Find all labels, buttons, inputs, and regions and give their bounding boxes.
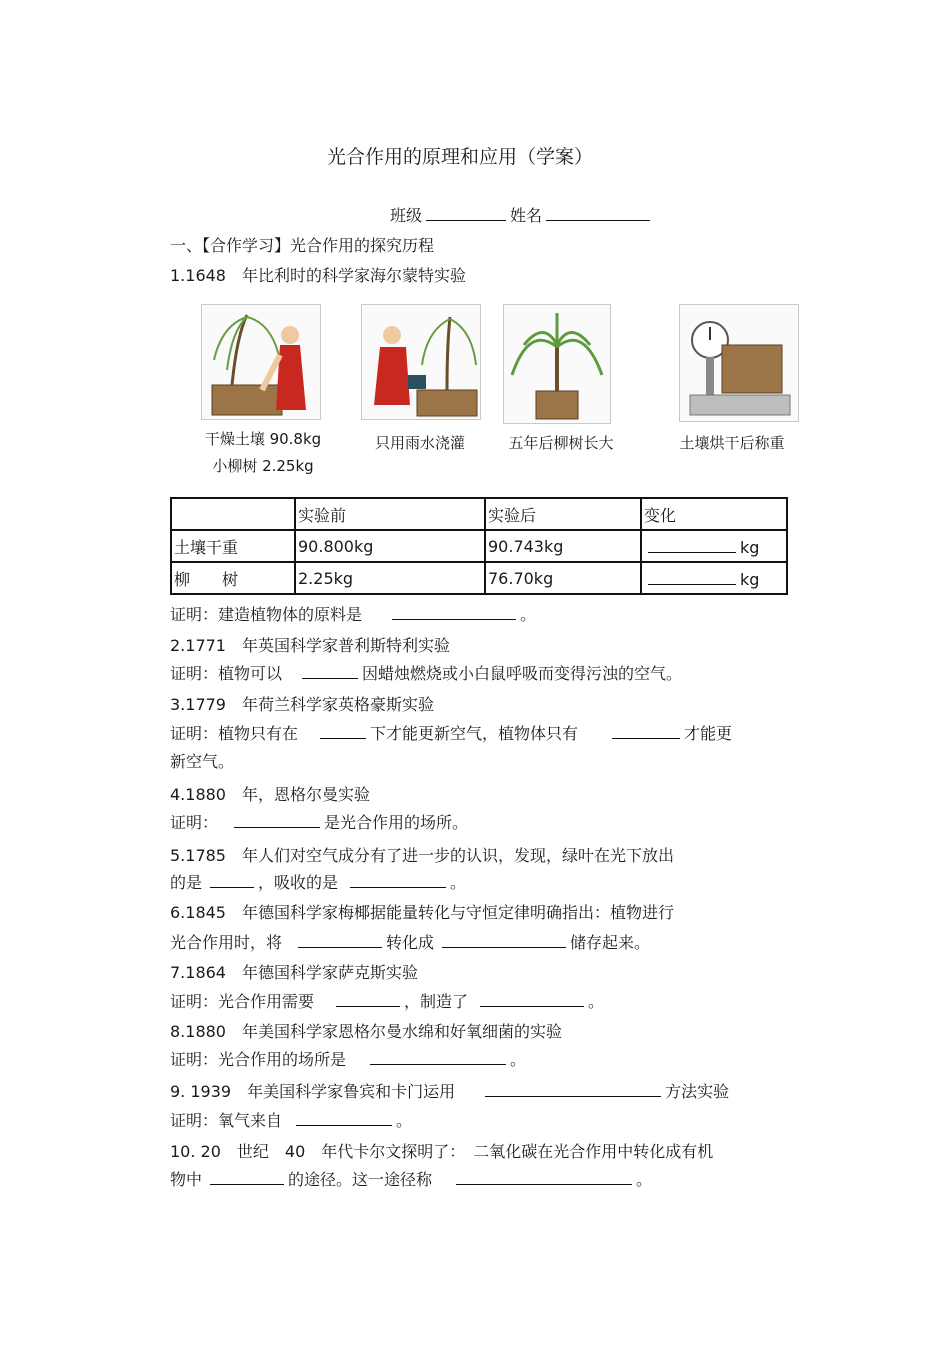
illustration-watering: [361, 304, 481, 420]
proof-text: 储存起来。: [570, 933, 651, 952]
answer-blank[interactable]: [480, 990, 584, 1007]
proof-text: 证明：氧气来自: [170, 1111, 283, 1130]
q10-line1: 10. 20 世纪 40 年代卡尔文探明了： 二氧化碳在光合作用中转化成有机: [170, 1142, 714, 1161]
caption-five-years: 五年后柳树长大: [508, 434, 614, 452]
q6-line1: 6.1845 年德国科学家梅椰据能量转化与守恒定律明确指出：植物进行: [170, 903, 674, 922]
caption-small-willow: 小柳树 2.25kg: [212, 457, 314, 475]
q5-line2: [170, 870, 466, 893]
change-unit: kg: [740, 537, 760, 557]
q9-line2: [170, 1108, 412, 1131]
answer-blank[interactable]: [320, 722, 366, 739]
row-label: 柳 树: [171, 562, 295, 594]
proof-text: 光合作用时，将: [170, 933, 283, 952]
section-heading: 一、【合作学习】光合作用的探究历程: [170, 236, 435, 255]
proof-text: 方法实验: [665, 1082, 730, 1101]
q8-proof: [170, 1047, 526, 1070]
q9-line1: [170, 1079, 729, 1102]
proof-text: 因蜡烛燃烧或小白鼠呼吸而变得污浊的空气。: [362, 664, 683, 683]
table-header: 实验后: [485, 498, 641, 530]
q4-heading: 4.1880 年，恩格尔曼实验: [170, 785, 370, 804]
proof-end: 。: [450, 873, 467, 892]
q4-proof: [170, 810, 468, 833]
change-cell: [641, 530, 787, 562]
table-header: 变化: [641, 498, 787, 530]
value-before: 90.800kg: [295, 530, 485, 562]
q10-line2: [170, 1167, 652, 1190]
q2-proof: [170, 661, 682, 684]
q8-heading: 8.1880 年美国科学家恩格尔曼水绵和好氧细菌的实验: [170, 1022, 562, 1041]
proof-text: ，制造了: [404, 992, 469, 1011]
table-header: [171, 498, 295, 530]
proof-end: 。: [588, 992, 605, 1011]
proof-text: 证明：植物可以: [170, 664, 283, 683]
answer-blank[interactable]: [296, 1109, 392, 1126]
row-label: 土壤干重: [171, 530, 295, 562]
q5-line1: 5.1785 年人们对空气成分有了进一步的认识，发现，绿叶在光下放出: [170, 846, 674, 865]
value-before: 2.25kg: [295, 562, 485, 594]
q6-line2: [170, 930, 650, 953]
illustration-scale: [679, 304, 799, 422]
change-blank[interactable]: [648, 536, 736, 553]
answer-blank[interactable]: [336, 990, 400, 1007]
change-cell: [641, 562, 787, 594]
answer-blank[interactable]: [612, 722, 680, 739]
q3-proof: [170, 721, 732, 744]
exp1-heading: 1.1648 年比利时的科学家海尔蒙特实验: [170, 266, 466, 285]
value-after: 90.743kg: [485, 530, 641, 562]
proof-text: 9. 1939 年美国科学家鲁宾和卡门运用: [170, 1082, 456, 1101]
proof-text: 证明：光合作用需要: [170, 992, 315, 1011]
illustration-grown-willow: [503, 304, 611, 424]
proof-text: 物中: [170, 1170, 203, 1189]
caption-weigh-soil: 土壤烘干后称重: [679, 434, 785, 452]
proof-text: 才能更: [684, 724, 733, 743]
value-after: 76.70kg: [485, 562, 641, 594]
answer-blank[interactable]: [298, 931, 382, 948]
table-header: 实验前: [295, 498, 485, 530]
illustration-planting: [201, 304, 321, 420]
proof-text: 的途径。这一途径称: [288, 1170, 433, 1189]
class-label: 班级: [390, 206, 423, 225]
q3-heading: 3.1779 年荷兰科学家英格豪斯实验: [170, 695, 434, 714]
answer-blank[interactable]: [210, 1168, 284, 1185]
proof-text: 下才能更新空气，植物体只有: [370, 724, 579, 743]
q2-heading: 2.1771 年英国科学家普利斯特利实验: [170, 636, 450, 655]
answer-blank[interactable]: [370, 1048, 506, 1065]
proof-text: ，吸收的是: [258, 873, 339, 892]
answer-blank[interactable]: [456, 1168, 632, 1185]
class-field[interactable]: [426, 204, 506, 221]
answer-blank[interactable]: [234, 811, 320, 828]
answer-blank[interactable]: [442, 931, 566, 948]
exp1-proof: [170, 602, 536, 625]
proof-text: 转化成: [386, 933, 435, 952]
name-label: 姓名: [510, 206, 543, 225]
proof-text: 证明：植物只有在: [170, 724, 299, 743]
caption-dry-soil: 干燥土壤 90.8kg: [204, 430, 322, 448]
answer-blank[interactable]: [350, 871, 446, 888]
proof-text: 的是: [170, 873, 203, 892]
proof-end: 。: [396, 1111, 413, 1130]
answer-blank[interactable]: [302, 662, 358, 679]
answer-blank[interactable]: [392, 603, 516, 620]
answer-blank[interactable]: [210, 871, 254, 888]
proof-text: 是光合作用的场所。: [324, 813, 469, 832]
q3-proof-cont: 新空气。: [170, 752, 235, 771]
table-row: [171, 562, 787, 594]
proof-text: 证明：光合作用的场所是: [170, 1050, 347, 1069]
proof-text: 证明：建造植物体的原料是: [170, 605, 363, 624]
caption-rain-water: 只用雨水浇灌: [374, 434, 465, 452]
table-header-row: [171, 498, 787, 530]
student-info: [390, 203, 654, 226]
page-title: 光合作用的原理和应用（学案）: [326, 146, 593, 168]
name-field[interactable]: [546, 204, 650, 221]
proof-text: 证明：: [170, 813, 219, 832]
change-blank[interactable]: [648, 568, 736, 585]
table-row: [171, 530, 787, 562]
q7-proof: [170, 989, 604, 1012]
q7-heading: 7.1864 年德国科学家萨克斯实验: [170, 963, 418, 982]
experiment-table: [170, 497, 788, 595]
proof-end: 。: [510, 1050, 527, 1069]
change-unit: kg: [740, 569, 760, 589]
proof-end: 。: [520, 605, 537, 624]
answer-blank[interactable]: [485, 1080, 661, 1097]
proof-end: 。: [636, 1170, 653, 1189]
